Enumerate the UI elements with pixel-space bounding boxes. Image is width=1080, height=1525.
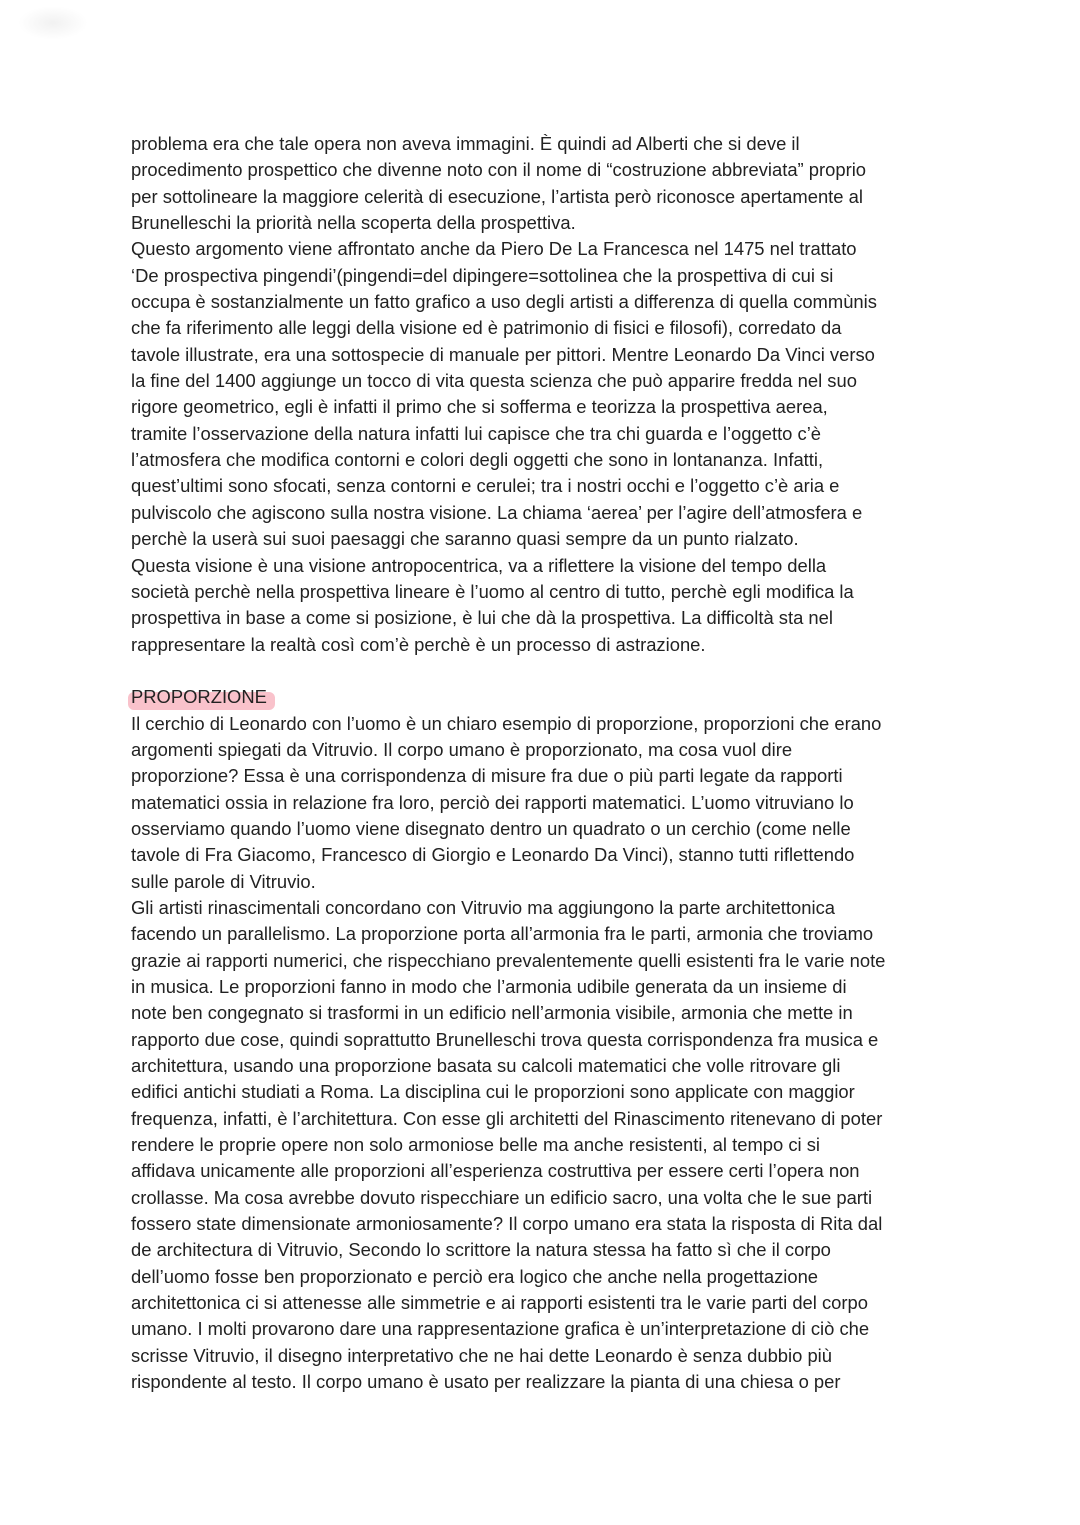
text-line: umano. I molti provarono dare una rappresentazione grafica è un’interpretazione di ciò che (131, 1318, 870, 1340)
text-line: fossero state dimensionate armoniosamente? Il corpo umano era stata la risposta di Rita dal (131, 1213, 883, 1235)
text-line: procedimento prospettico che divenne noto con il nome di “costruzione abbreviata” proprio (131, 159, 867, 181)
text-line: matematici ossia in relazione fra loro, perciò dei rapporti matematici. L’uomo vitruviano lo (131, 791, 854, 813)
text-line: note ben congegnato si trasformi in un edificio nell’armonia visibile, armonia che mette in (131, 1002, 853, 1024)
text-line: tavole illustrate, era una sottospecie di manuale per pittori. Mentre Leonardo Da Vinci verso (131, 343, 875, 365)
text-line: rendere le proprie opere non solo armoniose belle ma anche resistenti, al tempo ci si (131, 1134, 821, 1156)
text-line: in musica. Le proporzioni fanno in modo che l’armonia udibile generata da un insieme di (131, 976, 847, 997)
text-line: facendo un parallelismo. La proporzione porta all’armonia fra le parti, armonia che troviamo (131, 923, 874, 945)
text-line: l’atmosfera che modifica contorni e colori degli oggetti che sono in lontananza. Infatti, (131, 449, 824, 471)
text-line: architettura, usando una proporzione basata su calcoli matematici che volle ritrovare gli (131, 1055, 841, 1077)
text-line: architettonica ci si attenesse alle simmetrie e ai rapporti esistenti tra le varie parti del corpo (131, 1292, 868, 1314)
text-line: pulviscolo che agiscono sulla nostra visione. La chiama ‘aerea’ per l’agire dell’atmosfera e (131, 501, 863, 523)
paragraph-piero-leonardo (131, 236, 961, 552)
text-line: ‘De prospectiva pingendi’(pingendi=del dipingere=sottolinea che la prospettiva di cui si (131, 264, 834, 286)
text-line: rispondente al testo. Il corpo umano è usato per realizzare la pianta di una chiesa o per (131, 1371, 841, 1393)
text-line: per sottolineare la maggiore celerità di esecuzione, l’artista però riconosce apertamente al (131, 185, 863, 207)
text-line: frequenza, infatti, è l’architettura. Con esse gli architetti del Rinascimento ritenevano di poter (131, 1107, 883, 1129)
section-heading: PROPORZIONE (131, 686, 267, 708)
text-line: dell’uomo fosse ben proporzionato e perciò era logico che anche nella progettazione (131, 1265, 819, 1287)
text-line: rapporto due cose, quindi soprattutto Brunelleschi trova questa corrispondenza fra musica e (131, 1028, 879, 1050)
text-line: Il cerchio di Leonardo con l’uomo è un chiaro esempio di proporzione, proporzioni che erano (131, 712, 882, 734)
section-heading-row (131, 684, 961, 710)
text-line: società perchè nella prospettiva lineare è l’uomo al centro di tutto, perchè egli modifica la (131, 580, 854, 602)
text-line: Questa visione è una visione antropocentrica, va a riflettere la visione del tempo della (131, 554, 827, 576)
text-line: la fine del 1400 aggiunge un tocco di vita questa scienza che può apparire fredda nel suo (131, 370, 857, 392)
scan-smudge (18, 6, 88, 40)
paragraph-spacer (131, 658, 961, 684)
text-line: tavole di Fra Giacomo, Francesco di Giorgio e Leonardo Da Vinci), stanno tutti riflettendo (131, 844, 855, 866)
text-line: perchè la userà sui suoi paesaggi che saranno quasi sempre da un punto rialzato. (131, 528, 799, 550)
text-line: crollasse. Ma cosa avrebbe dovuto rispecchiare un edificio sacro, una volta che le sue parti (131, 1186, 873, 1208)
text-line: scrisse Vitruvio, il disegno interpretativo che ne hai dette Leonardo è senza dubbio più (131, 1344, 832, 1366)
text-line: prospettiva in base a come si posizione, è lui che dà la prospettiva. La difficoltà sta nel (131, 607, 833, 629)
section-heading-highlight (131, 684, 267, 710)
text-line: affidava unicamente alle proporzioni all’esperienza costruttiva per essere certi l’opera non (131, 1160, 860, 1182)
text-line: grazie ai rapporti numerici, che rispecchiano prevalentemente quelli esistenti fra le varie note (131, 949, 886, 971)
text-line: occupa è sostanzialmente un fatto grafico a uso degli artisti a differenza di quella commùnis (131, 291, 877, 313)
text-line: edifici antichi studiati a Roma. La disciplina cui le proporzioni sono applicate con maggior (131, 1081, 855, 1103)
paragraph-renaissance-architecture (131, 895, 961, 1396)
paragraph-perspective-alberti (131, 131, 961, 236)
text-line: argomenti spiegati da Vitruvio. Il corpo umano è proporzionato, ma cosa vuol dire (131, 738, 793, 760)
text-line: Brunelleschi la priorità nella scoperta della prospettiva. (131, 212, 576, 234)
text-line: sulle parole di Vitruvio. (131, 870, 316, 892)
text-line: osserviamo quando l’uomo viene disegnato dentro un quadrato o un cerchio (come nelle (131, 817, 851, 839)
text-line: che fa riferimento alle leggi della visione ed è patrimonio di fisici e filosofi), corredato da (131, 317, 842, 339)
text-line: rigore geometrico, egli è infatti il primo che si sofferma e teorizza la prospettiva aerea, (131, 396, 828, 418)
text-line: quest’ultimi sono sfocati, senza contorni e cerulei; tra i nostri occhi e l’oggetto c’è aria e (131, 475, 840, 497)
text-line: Gli artisti rinascimentali concordano con Vitruvio ma aggiungono la parte architettonica (131, 896, 835, 918)
document-body (131, 131, 961, 1396)
text-line: tramite l’osservazione della natura infatti lui capisce che tra chi guarda e l’oggetto c’è (131, 422, 822, 444)
paragraph-anthropocentric (131, 553, 961, 658)
text-line: problema era che tale opera non aveva immagini. È quindi ad Alberti che si deve il (131, 133, 800, 154)
text-line: rappresentare la realtà così com’è perchè è un processo di astrazione. (131, 633, 706, 655)
text-line: proporzione? Essa è una corrispondenza di misure fra due o più parti legate da rapporti (131, 765, 843, 787)
text-line: de architectura di Vitruvio, Secondo lo scrittore la natura stessa ha fatto sì che il corpo (131, 1239, 831, 1261)
paragraph-vitruvian-man (131, 711, 961, 895)
text-line: Questo argomento viene affrontato anche da Piero De La Francesca nel 1475 nel trattato (131, 238, 857, 260)
